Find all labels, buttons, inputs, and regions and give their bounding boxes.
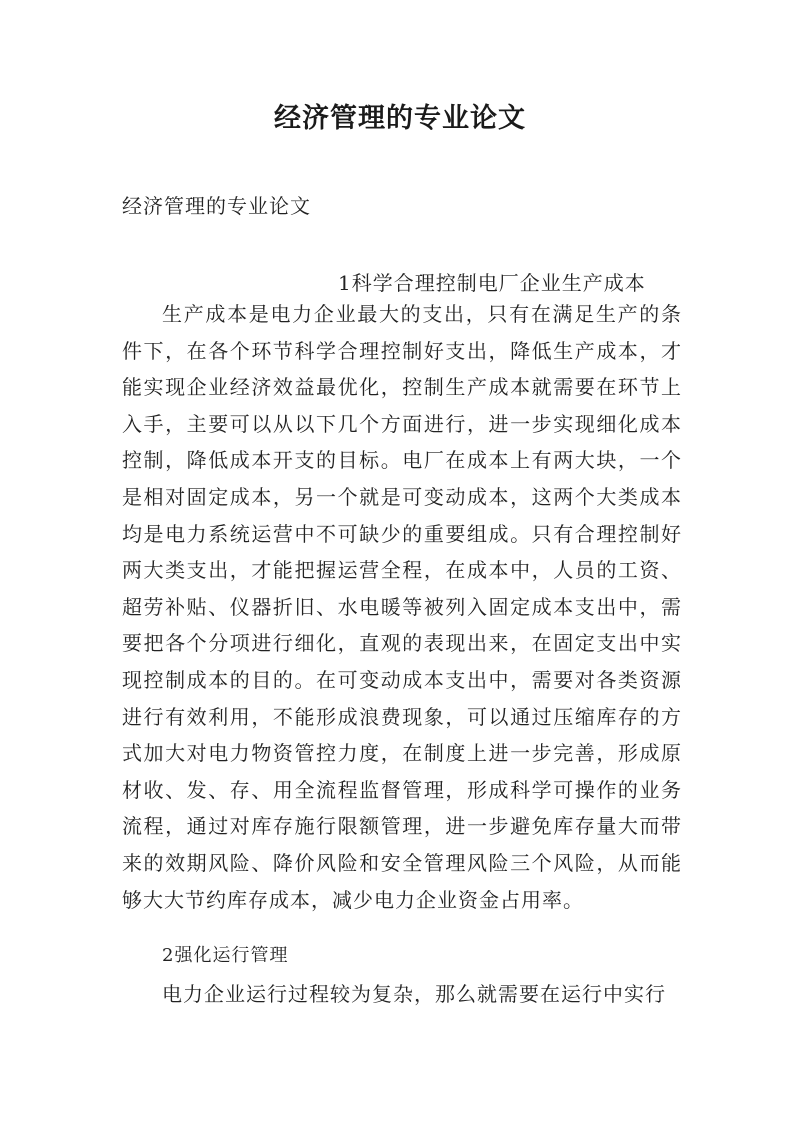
- section-paragraph-1: 生产成本是电力企业最大的支出，只有在满足生产的条件下，在各个环节科学合理控制好支出，降低生产成本，才能实现企业经济效益最优化，控制生产成本就需要在环节上入手，主要可以从以下几个方面进行，进一步实现细化成本控制，降低成本开支的目标。电厂在成本上有两大块，一个是相对固定成本，另一个就是可变动成本，这两个大类成本均是电力系统运营中不可缺少的重要组成。只有合理控制好两大类支出，才能把握运营全程，在成本中，人员的工资、超劳补贴、仪器折旧、水电暖等被列入固定成本支出中，需要把各个分项进行细化，直观的表现出来，在固定支出中实现控制成本的目的。在可变动成本支出中，需要对各类资源进行有效利用，不能形成浪费现象，可以通过压缩库存的方式加大对电力物资管控力度，在制度上进一步完善，形成原材收、发、存、用全流程监督管理，形成科学可操作的业务流程，通过对库存施行限额管理，进一步避免库存量大而带来的效期风险、降价风险和安全管理风险三个风险，从而能够大大节约库存成本，减少电力企业资金占用率。: [122, 302, 682, 912]
- section-paragraph-2: 电力企业运行过程较为复杂，那么就需要在运行中实行: [162, 982, 666, 1006]
- document-title: 经济管理的专业论文: [274, 103, 526, 134]
- section-heading-1: 1科学合理控制电厂企业生产成本: [338, 271, 646, 295]
- document-subtitle: 经济管理的专业论文: [122, 194, 311, 218]
- section-heading-2: 2强化运行管理: [162, 945, 289, 966]
